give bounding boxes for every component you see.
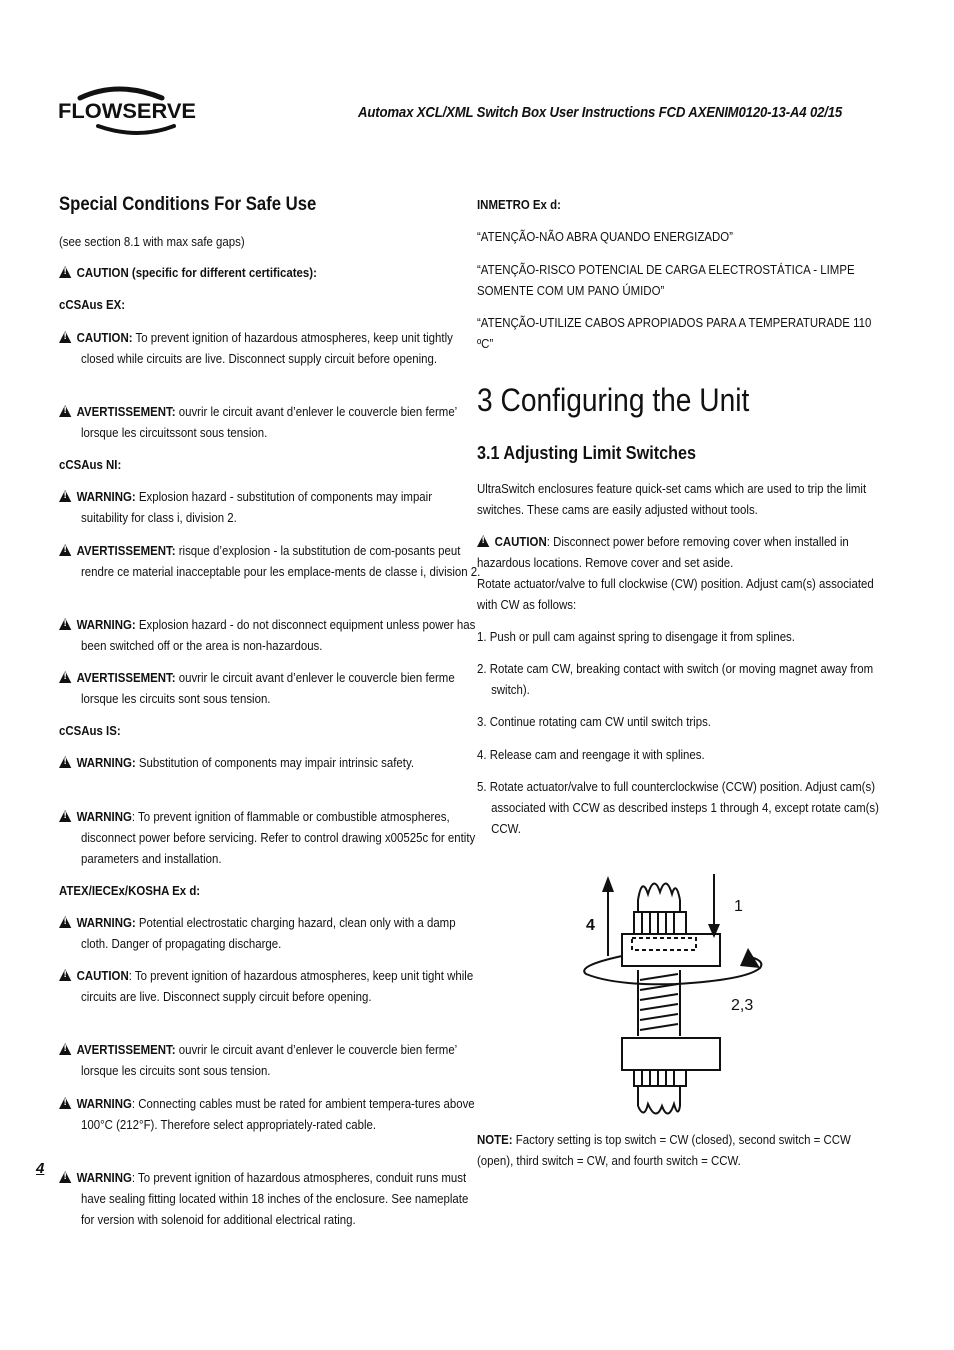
list-item: !WARNING: To prevent ignition of flammable or combustible atmospheres, disconnect power before servicing. Refer to control drawing x00525c for entity parameters and installation. <box>59 806 481 869</box>
subheading-atex: ATEX/IECEx/KOSHA Ex d: <box>59 883 201 898</box>
warning-triangle-icon <box>59 969 71 981</box>
warning-triangle-icon <box>59 1171 71 1183</box>
list-item: !CAUTION: To prevent ignition of hazardous atmospheres, keep unit tight while circuits are live. Disconnect supply circuit before opening. <box>59 965 481 1007</box>
document-title: Automax XCL/XML Switch Box User Instructions FCD AXENIM0120-13-A4 02/15 <box>358 104 843 121</box>
chapter-title: 3 Configuring the Unit <box>477 382 750 418</box>
list-item: !AVERTISSEMENT: ouvrir le circuit avant d’enlever le couvercle bien ferme’ lorsque les circuits sont sous tension. <box>59 1039 481 1081</box>
warning-triangle-icon <box>59 405 71 417</box>
caution-paragraph: !CAUTION: Disconnect power before removing cover when installed in hazardous locations. Remove cover and set aside. <box>477 531 877 573</box>
step-item: 3. Continue rotating cam CW until switch trips. <box>477 714 711 729</box>
step-item: 4. Release cam and reengage it with splines. <box>477 747 705 762</box>
list-item: !CAUTION: To prevent ignition of hazardous atmospheres, keep unit tightly closed while circuits are live. Disconnect supply circuit before opening. <box>59 327 481 369</box>
subheading-ccsaus-ni: cCSAus NI: <box>59 457 122 472</box>
list-item: !WARNING: Explosion hazard - do not disconnect equipment unless power has been switched off or the area is non-hazardous. <box>59 614 481 656</box>
section-title: 3.1 Adjusting Limit Switches <box>477 443 697 463</box>
logo-text: FLOWSERVE <box>58 100 196 123</box>
warning-triangle-icon <box>59 266 71 278</box>
list-item: !WARNING: Explosion hazard - substitution of components may impair suitability for class i, division 2. <box>59 486 481 528</box>
flowserve-logo <box>58 86 198 138</box>
list-item: !AVERTISSEMENT: ouvrir le circuit avant d’enlever le couvercle bien ferme’ lorsque les circuitssont sous tension. <box>59 401 481 443</box>
warning-triangle-icon <box>59 1097 71 1109</box>
subheading-ccsaus-ex: cCSAus EX: <box>59 297 126 312</box>
warning-triangle-icon <box>59 544 71 556</box>
warning-triangle-icon <box>59 490 71 502</box>
see-section-note: (see section 8.1 with max safe gaps) <box>59 234 245 249</box>
step-item: 1. Push or pull cam against spring to disengage it from splines. <box>477 629 795 644</box>
list-item: !WARNING: Potential electrostatic charging hazard, clean only with a damp cloth. Danger of propagating discharge. <box>59 912 481 954</box>
step-item: 2. Rotate cam CW, breaking contact with switch (or moving magnet away from switch). <box>477 661 874 697</box>
warning-triangle-icon <box>59 756 71 768</box>
inmetro-line: “ATENÇÃO-RISCO POTENCIAL DE CARGA ELECTROSTÁTICA - LIMPE SOMENTE COM UM PANO ÚMIDO” <box>477 262 855 298</box>
warning-triangle-icon <box>59 1043 71 1055</box>
warning-triangle-icon <box>59 810 71 822</box>
intro-paragraph: UltraSwitch enclosures feature quick-set cams which are used to trip the limit switches. These cams are easily adjusted without tools. <box>477 481 867 517</box>
list-item: !AVERTISSEMENT: risque d’explosion - la substitution de com-posants peut rendre ce material inacceptable pour les emplace-ments de classe i, division 2. <box>59 540 481 582</box>
diagram-label-2-3: 2,3 <box>731 997 754 1014</box>
step-item: 5. Rotate actuator/valve to full counterclockwise (CCW) position. Adjust cam(s) associated with CCW as described insteps 1 through 4, except rotate cam(s) CCW. <box>477 779 879 836</box>
warning-triangle-icon <box>59 916 71 928</box>
warning-triangle-icon <box>59 331 71 343</box>
inmetro-line: “ATENÇÃO-UTILIZE CABOS APROPIADOS PARA A TEMPERATURADE 110 ºC” <box>477 315 872 351</box>
list-item: !AVERTISSEMENT: ouvrir le circuit avant d’enlever le couvercle bien ferme lorsque les circuits sont sous tension. <box>59 667 481 709</box>
list-item: !WARNING: Substitution of components may impair intrinsic safety. <box>59 752 481 773</box>
subheading-ccsaus-is: cCSAus IS: <box>59 723 121 738</box>
list-item: !WARNING: To prevent ignition of hazardous atmospheres, conduit runs must have sealing fitting located within 18 inches of the enclosure. See nameplate for version with solenoid for additional electrical rating. <box>59 1167 481 1230</box>
page-number: 4 <box>36 1160 45 1177</box>
inmetro-line: “ATENÇÃO-NÃO ABRA QUANDO ENERGIZADO” <box>477 229 733 244</box>
warning-triangle-icon <box>59 671 71 683</box>
rotate-paragraph: Rotate actuator/valve to full clockwise (CW) position. Adjust cam(s) associated with CW as follows: <box>477 576 874 612</box>
note-paragraph: NOTE: Factory setting is top switch = CW (closed), second switch = CCW (open), third switch = CW, and fourth switch = CCW. <box>477 1132 851 1168</box>
diagram-label-1: 1 <box>734 898 743 915</box>
list-item: !WARNING: Connecting cables must be rated for ambient tempera-tures above 100°C (212°F). Therefore select appropriately-rated cable. <box>59 1093 481 1135</box>
warning-triangle-icon <box>477 535 489 547</box>
diagram-label-4: 4 <box>586 917 595 934</box>
warning-triangle-icon <box>59 618 71 630</box>
subheading-inmetro: INMETRO Ex d: <box>477 197 561 212</box>
caution-intro: !CAUTION (specific for different certificates): <box>59 262 459 283</box>
cam-adjustment-diagram <box>576 870 776 1118</box>
section-heading-safe-use: Special Conditions For Safe Use <box>59 194 317 215</box>
